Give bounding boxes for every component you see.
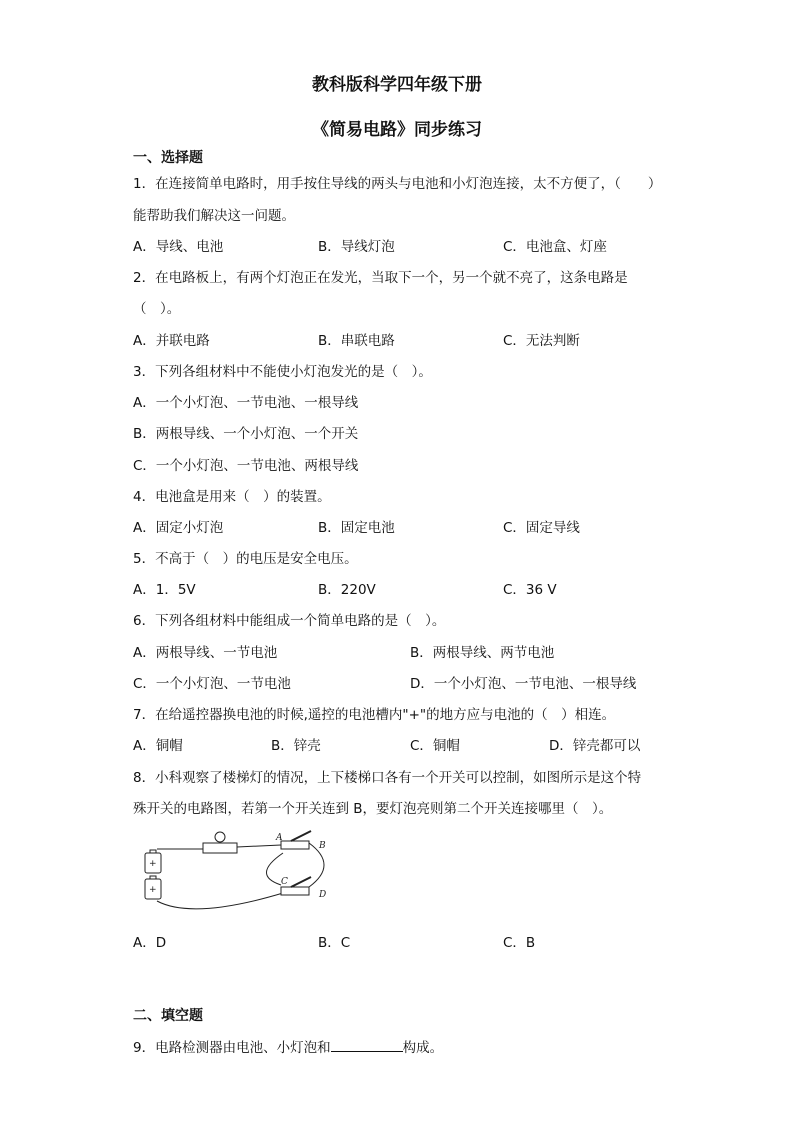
question-6-line-1: 6．下列各组材料中能组成一个简单电路的是（ ）。 [133,613,446,629]
question-7-option-a: A．铜帽 [133,738,183,754]
question-2-option-b: B．串联电路 [318,333,395,349]
question-4-line-1: 4．电池盒是用来（ ）的装置。 [133,489,331,505]
question-5-line-1: 5．不高于（ ）的电压是安全电压。 [133,551,358,567]
question-9-text-before: 9．电路检测器由电池、小灯泡和 [133,1040,331,1056]
staircase-circuit-diagram [133,825,348,915]
question-3-option-b: B．两根导线、一个小灯泡、一个开关 [133,426,359,442]
question-9-line [133,1036,443,1056]
question-9-text-after: 构成。 [402,1040,444,1056]
question-8-line-2: 殊开关的电路图，若第一个开关连到 B，要灯泡亮则第二个开关连接哪里（ ）。 [133,801,613,817]
question-3-option-a: A．一个小灯泡、一节电池、一根导线 [133,395,359,411]
bulb-icon [203,832,237,853]
question-1-line-1: 1．在连接简单电路时，用手按住导线的两头与电池和小灯泡连接，太不方便了，（ ） [133,176,662,192]
question-6-option-b: B．两根导线、两节电池 [410,645,555,661]
document-subtitle: 《简易电路》同步练习 [312,120,482,140]
question-5-option-c: C．36 V [503,582,557,598]
svg-text:+: + [149,859,157,869]
section-choice-heading: 一、选择题 [133,150,203,166]
question-8-option-c: C．B [503,935,536,951]
question-1-line-2: 能帮助我们解决这一问题。 [133,208,295,224]
terminal-label-c: C [281,877,288,887]
document-title: 教科版科学四年级下册 [312,75,482,95]
question-6-option-c: C．一个小灯泡、一节电池 [133,676,291,692]
question-8-line-1: 8．小科观察了楼梯灯的情况，上下楼梯口各有一个开关可以控制，如图所示是这个特 [133,770,642,786]
switch-icon [281,831,311,849]
question-3-option-c: C．一个小灯泡、一节电池、两根导线 [133,458,359,474]
question-7-line-1: 7．在给遥控器换电池的时候,遥控的电池槽内"+"的地方应与电池的（ ）相连。 [133,707,616,723]
question-4-option-a: A．固定小灯泡 [133,520,224,536]
question-4-option-c: C．固定导线 [503,520,580,536]
question-2-option-a: A．并联电路 [133,333,210,349]
question-7-option-b: B．锌壳 [271,738,321,754]
question-2-line-2: （ ）。 [133,301,181,317]
terminal-label-b: B [319,841,326,851]
question-8-option-b: B．C [318,935,351,951]
question-3-line-1: 3．下列各组材料中不能使小灯泡发光的是（ ）。 [133,364,432,380]
wire [237,845,281,847]
question-6-option-d: D．一个小灯泡、一节电池、一根导线 [410,676,637,692]
question-8-option-a: A．D [133,935,167,951]
answer-blank [331,1039,403,1052]
section-fill-heading: 二、填空题 [133,1008,203,1024]
question-1-option-b: B．导线灯泡 [318,239,395,255]
wire [157,893,283,909]
question-6-option-a: A．两根导线、一节电池 [133,645,278,661]
terminal-label-d: D [319,890,327,900]
terminal-label-a: A [276,833,283,843]
question-5-option-a: A．1．5V [133,582,196,598]
question-7-option-c: C．铜帽 [410,738,460,754]
question-5-option-b: B．220V [318,582,376,598]
question-7-option-d: D．锌壳都可以 [549,738,641,754]
question-1-option-a: A．导线、电池 [133,239,224,255]
question-4-option-b: B．固定电池 [318,520,395,536]
question-1-option-c: C．电池盒、灯座 [503,239,607,255]
question-2-option-c: C．无法判断 [503,333,580,349]
question-2-line-1: 2．在电路板上，有两个灯泡正在发光，当取下一个，另一个就不亮了，这条电路是 [133,270,628,286]
svg-text:+: + [149,885,157,895]
